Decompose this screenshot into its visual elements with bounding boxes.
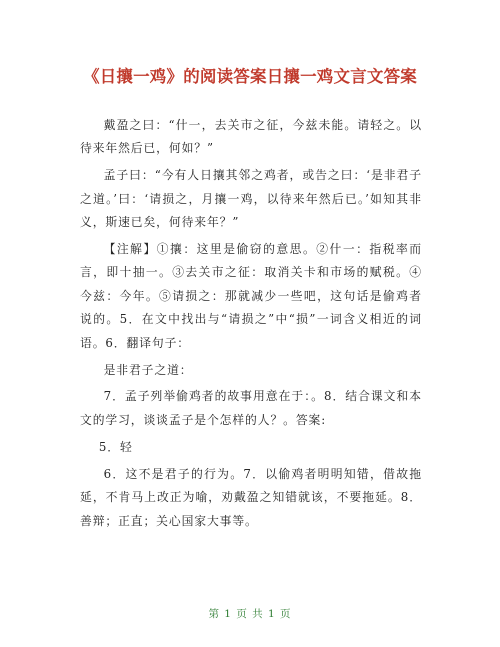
paragraph-answer-6-8: 6．这不是君子的行为。7．以偷鸡者明明知错，借故拖延，不肯马上改正为喻，劝戴盈之知错就该，不要拖延。8．善辩；正直；关心国家大事等。 — [80, 466, 422, 528]
page-number-label: 第 1 页 共 1 页 — [208, 608, 292, 620]
paragraph-mencius: 孟子曰：“今有人日攘其邻之鸡者，或告之曰：‘是非君子之道。’曰：‘请损之，月攘一鸡，以待来年然后已。’如知其非义，斯速已矣，何待来年？” — [80, 168, 422, 230]
paragraph-questions: 7．孟子列举偷鸡者的故事用意在于：。8．结合课文和本文的学习，谈谈孟子是个怎样的人？。答案: — [80, 389, 422, 427]
page-footer — [0, 606, 500, 621]
document-title: 《日攘一鸡》的阅读答案日攘一鸡文言文答案 — [83, 67, 417, 86]
paragraph-answer-5: 5．轻 — [98, 439, 133, 454]
document-body — [80, 114, 422, 536]
paragraph-translate-prompt: 是非君子之道： — [103, 362, 193, 377]
paragraph-notes: 【注解】①攘：这里是偷窃的意思。②什一：指税率而言，即十抽一。③去关市之征：取消关卡和市场的赋税。④今兹：今年。⑤请损之：那就减少一些吧，这句话是偷鸡者说的。5．在文中找出与“请损之”中“损”一词含义相近的词语。6．翻译句子： — [80, 242, 422, 350]
paragraph-dai-yingzhi: 戴盈之曰：“什一，去关市之征，今兹未能。请轻之。以待来年然后已，何如？” — [80, 118, 422, 156]
